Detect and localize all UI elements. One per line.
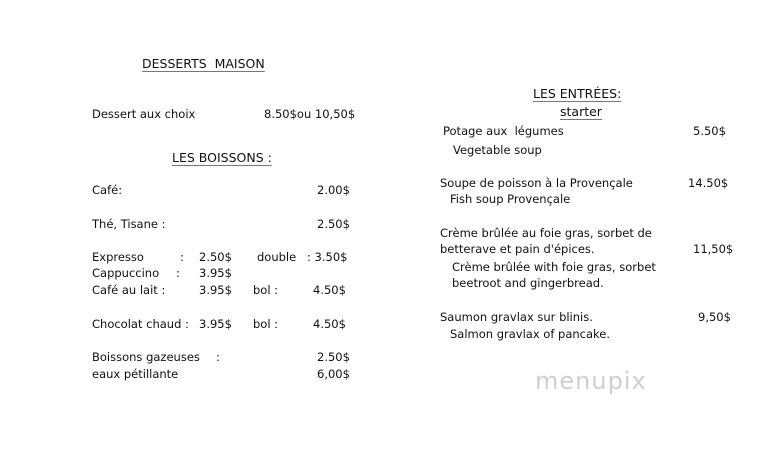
desserts-title: DESSERTS MAISON [142,56,265,71]
dessert-price: 8.50$ou 10,50$ [264,107,356,121]
dessert-name: Dessert aux choix [92,107,196,121]
gazeuses-name: Boissons gazeuses [92,350,200,364]
item-en: Salmon gravlax of pancake. [450,327,611,341]
item-fr: Potage aux légumes [443,124,564,138]
expresso-price: 2.50$ [199,250,232,264]
item-price: 9,50$ [698,310,731,324]
the-name: Thé, Tisane : [92,217,166,231]
item-en: beetroot and gingerbread. [452,276,604,290]
gazeuses-price: 2.50$ [317,350,350,364]
chocolat-name: Chocolat chaud : [92,317,189,331]
entrees-title: LES ENTRÉES: [533,86,622,101]
cappuccino-sep: : [176,266,180,280]
item-fr: betterave et pain d'épices. [440,242,595,256]
item-fr: Saumon gravlax sur blinis. [440,310,593,324]
the-price: 2.50$ [317,217,350,231]
cappuccino-price: 3.95$ [199,266,232,280]
watermark-logo: menupix [535,367,647,395]
petillante-name: eaux pétillante [92,367,179,381]
cafe-lait-name: Café au lait : [92,283,166,297]
item-price: 5.50$ [693,124,726,138]
petillante-price: 6,00$ [317,367,350,381]
cappuccino-name: Cappuccino [92,266,160,280]
item-fr: Crème brûlée au foie gras, sorbet de [440,226,652,240]
item-fr: Soupe de poisson à la Provençale [440,176,633,190]
item-en: Fish soup Provençale [450,192,571,206]
cafe-lait-bol-label: bol : [253,283,279,297]
expresso-sep: : [180,250,184,264]
gazeuses-sep: : [216,350,220,364]
item-en: Crème brûlée with foie gras, sorbet [452,260,656,274]
boissons-title: LES BOISSONS : [172,150,272,165]
expresso-double-price: : 3.50$ [307,250,348,264]
expresso-double-label: double [257,250,297,264]
expresso-name: Expresso [92,250,144,264]
item-price: 14.50$ [688,176,729,190]
cafe-price: 2.00$ [317,183,350,197]
cafe-lait-price: 3.95$ [199,283,232,297]
item-price: 11,50$ [693,242,734,256]
entrees-subtitle: starter [560,104,602,119]
chocolat-bol-price: 4.50$ [313,317,346,331]
cafe-name: Café: [92,183,123,197]
item-en: Vegetable soup [453,143,542,157]
chocolat-price: 3.95$ [199,317,232,331]
cafe-lait-bol-price: 4.50$ [313,283,346,297]
chocolat-bol-label: bol : [253,317,279,331]
